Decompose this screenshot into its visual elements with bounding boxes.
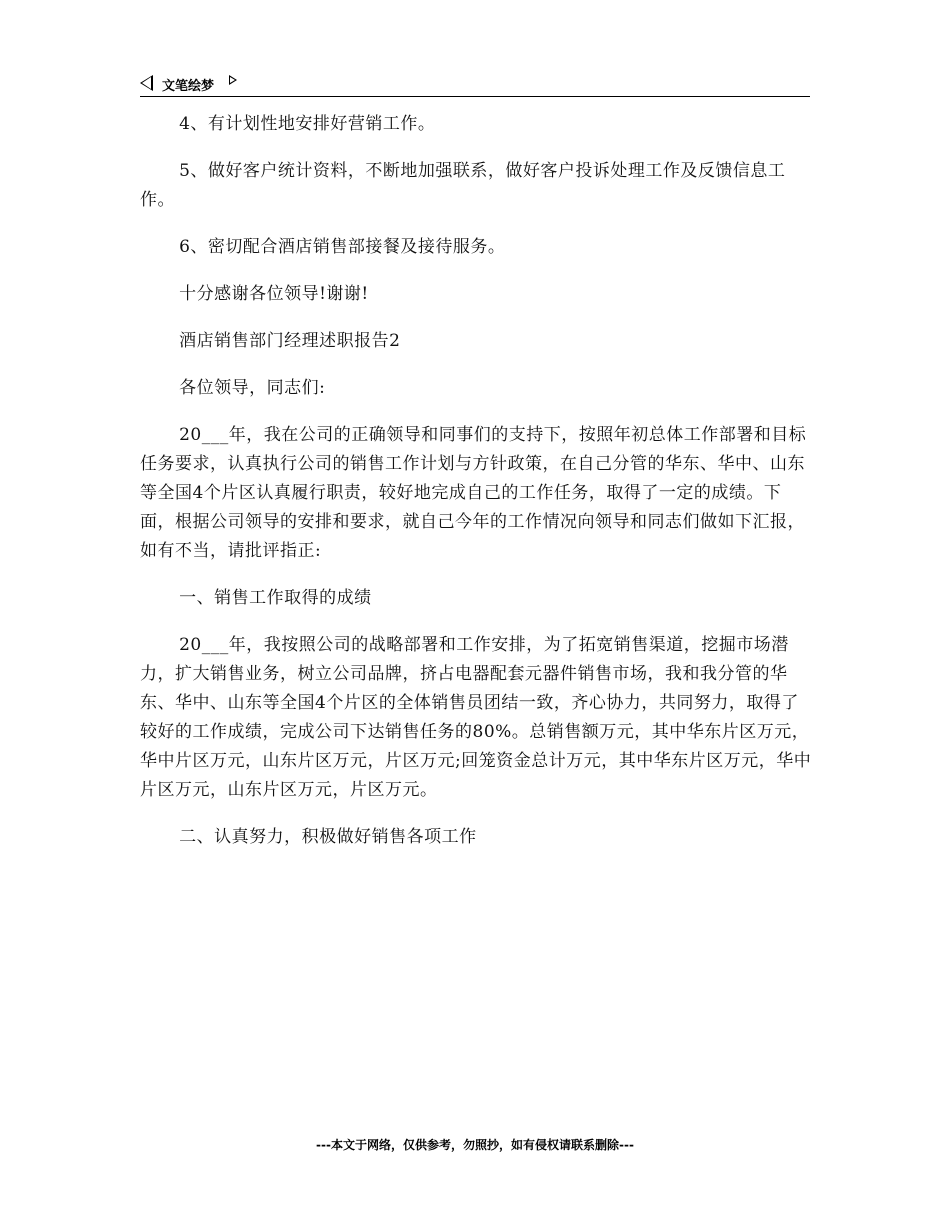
salutation: 各位领导，同志们: bbox=[179, 378, 326, 398]
page-header bbox=[140, 72, 810, 97]
document-body bbox=[140, 110, 812, 870]
section-heading: 二、认真努力，积极做好销售各项工作 bbox=[179, 827, 477, 847]
paragraph: 5、做好客户统计资料，不断地加强联系，做好客户投诉处理工作及反馈信息工作。 bbox=[140, 161, 786, 210]
paragraph: 20___年，我在公司的正确领导和同事们的支持下，按照年初总体工作部署和目标任务要求，认真执行公司的销售工作计划与方针政策，在自己分管的华东、华中、山东等全国4个片区认真履行职责，较好地完成自己的工作任务，取得了一定的成绩。下面，根据公司领导的安排和要求，就自己今年的工作情况向领导和同志们做如下汇报，如有不当，请批评指正: bbox=[140, 425, 807, 561]
report-title: 酒店销售部门经理述职报告2 bbox=[179, 331, 401, 351]
section-heading: 一、销售工作取得的成绩 bbox=[179, 588, 372, 608]
triangle-left-icon bbox=[140, 75, 153, 91]
paragraph: 十分感谢各位领导!谢谢! bbox=[179, 284, 369, 304]
header-brand: 文笔绘梦 bbox=[162, 79, 215, 94]
paragraph: 4、有计划性地安排好营销工作。 bbox=[179, 114, 436, 134]
paragraph: 6、密切配合酒店销售部接餐及接待服务。 bbox=[179, 237, 506, 257]
triangle-right-icon bbox=[229, 75, 237, 85]
page-footer-notice: ---本文于网络，仅供参考，勿照抄，如有侵权请联系删除--- bbox=[316, 1138, 634, 1152]
paragraph: 20___年，我按照公司的战略部署和工作安排，为了拓宽销售渠道，挖掘市场潜力，扩大销售业务，树立公司品牌，挤占电器配套元器件销售市场，我和我分管的华东、华中、山东等全国4个片区的全体销售员团结一致，齐心协力，共同努力，取得了较好的工作成绩，完成公司下达销售任务的80%。总销售额万元，其中华东片区万元，华中片区万元，山东片区万元，片区万元;回笼资金总计万元，其中华东片区万元，华中片区万元，山东片区万元，片区万元。 bbox=[140, 635, 812, 800]
